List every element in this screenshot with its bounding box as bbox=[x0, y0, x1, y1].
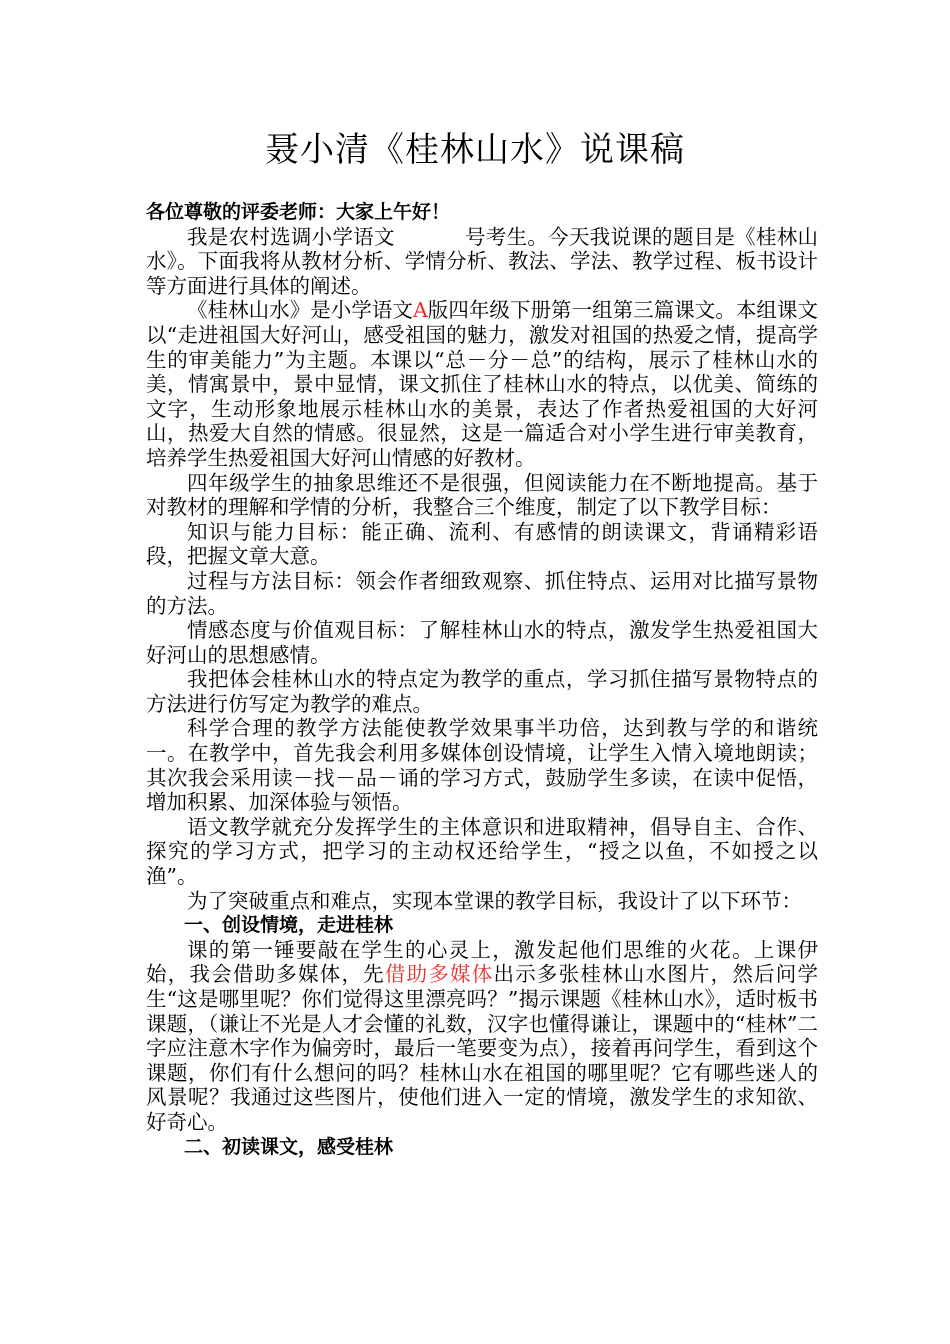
document-body bbox=[146, 200, 818, 1159]
paragraph-design: 为了突破重点和难点，实现本堂课的教学目标，我设计了以下环节： bbox=[187, 888, 802, 913]
paragraph-subject: 语文教学就充分发挥学生的主体意识和进取精神，倡导自主、合作、探究的学习方式，把学习的主动权还给学生，“授之以鱼，不如授之以渔”。 bbox=[146, 814, 818, 889]
section-heading-1: 一、创设情境，走进桂林 bbox=[184, 914, 394, 937]
textbook-text-before: 《桂林山水》是小学语文 bbox=[187, 298, 413, 323]
textbook-highlight: A bbox=[412, 298, 428, 323]
section-heading-2: 二、初读课文，感受桂林 bbox=[184, 1135, 394, 1158]
paragraph-methods: 科学合理的教学方法能使教学效果事半功倍，达到教与学的和谐统一。在教学中，首先我会利用多媒体创设情境，让学生入情入境地朗读；其次我会采用读－找－品－诵的学习方式，鼓励学生多读，在读中促悟，增加积累、加深体验与领悟。 bbox=[146, 716, 818, 815]
intro-text-before: 我是农村选调小学语文 bbox=[187, 224, 395, 249]
greeting: 各位尊敬的评委老师：大家上午好！ bbox=[146, 201, 451, 223]
section1-text-before: 课的第一锤要敲在学生的心灵上，激发起他们思维的火花。上课伊始，我会借助多媒体，先 bbox=[146, 937, 818, 987]
paragraph-goal-emotion: 情感态度与价值观目标：了解桂林山水的特点，激发学生热爱祖国大好河山的思想感情。 bbox=[146, 618, 818, 667]
paragraph-key-points: 我把体会桂林山水的特点定为教学的重点，学习抓住描写景物特点的方法进行仿写定为教学的难点。 bbox=[146, 667, 818, 716]
paragraph-section-1 bbox=[146, 938, 818, 1135]
document-title: 聂小清《桂林山水》说课稿 bbox=[265, 130, 685, 170]
intro-text-after: 号考生。今天我说课的题目是《桂林山水》。下面我将从教材分析、学情分析、教法、学法、教学过程、板书设计等方面进行具体的阐述。 bbox=[146, 224, 819, 298]
paragraph-goal-process: 过程与方法目标：领会作者细致观察、抓住特点、运用对比描写景物的方法。 bbox=[146, 568, 818, 618]
section1-highlight: 借助多媒体 bbox=[384, 962, 494, 987]
paragraph-students: 四年级学生的抽象思维还不是很强，但阅读能力在不断地提高。基于对教材的理解和学情的分析，我整合三个维度，制定了以下教学目标： bbox=[146, 470, 818, 520]
paragraph-intro bbox=[146, 225, 818, 299]
section1-text-after: 出示多张桂林山水图片，然后问学生“这是哪里呢？你们觉得这里漂亮吗？”揭示课题《桂林山水》，适时板书课题，（谦让不光是人才会懂的礼数，汉字也懂得谦让，课题中的“桂林”二字应注意木字作为偏旁时，最后一笔要变为点），接着再问学生，看到这个课题，你们有什么想问的吗？桂林山水在祖国的哪里呢？它有哪些迷人的风景呢？我通过这些图片，使他们进入一定的情境，激发学生的求知欲、好奇心。 bbox=[146, 962, 819, 1134]
paragraph-textbook bbox=[146, 298, 818, 470]
textbook-text-after: 版四年级下册第一组第三篇课文。本组课文以“走进祖国大好河山，感受祖国的魅力，激发对祖国的热爱之情，提高学生的审美能力”为主题。本课以“总－分－总”的结构，展示了桂林山水的美，情寓景中，景中显情，课文抓住了桂林山水的特点，以优美、简练的文字，生动形象地展示桂林山水的美景，表达了作者热爱祖国的大好河山，热爱大自然的情感。很显然，这是一篇适合对小学生进行审美教育，培养学生热爱祖国大好河山情感的好教材。 bbox=[146, 298, 819, 470]
paragraph-goal-knowledge: 知识与能力目标：能正确、流利、有感情的朗读课文，背诵精彩语段，把握文章大意。 bbox=[146, 519, 818, 569]
